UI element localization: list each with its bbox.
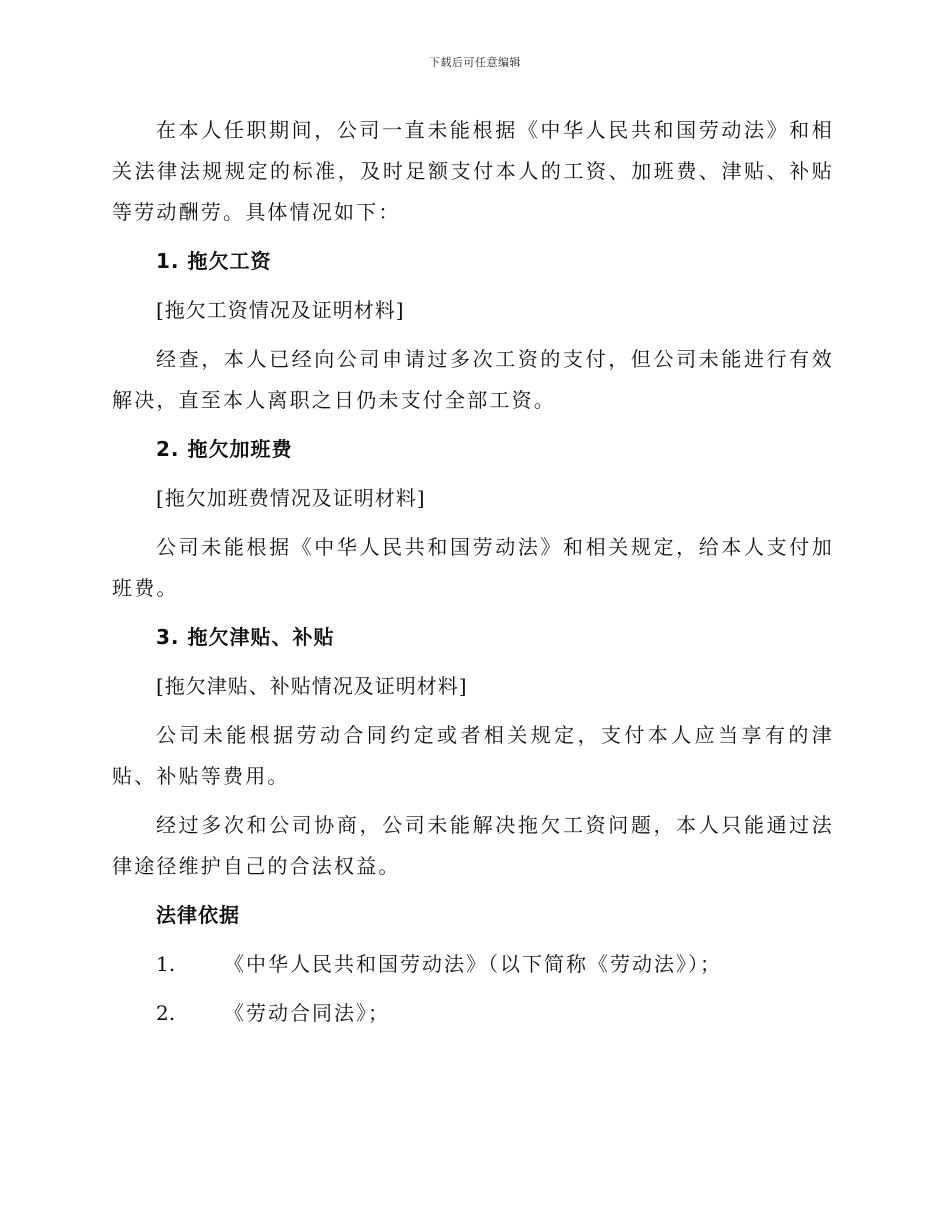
page-header: 下载后可任意编辑 xyxy=(429,56,521,69)
section-heading-unpaid-wages: 1. 拖欠工资 xyxy=(156,249,272,273)
conclusion-paragraph: 经过多次和公司协商，公司未能解决拖欠工资问题，本人只能通过法律途径维护自己的合法权益。 xyxy=(112,813,834,878)
section-text-wages: 经查，本人已经向公司申请过多次工资的支付，但公司未能进行有效解决，直至本人离职之日仍未支付全部工资。 xyxy=(112,347,834,412)
section-heading-overtime: 2. 拖欠加班费 xyxy=(156,437,293,461)
legal-basis-text: 《劳动合同法》； xyxy=(224,1001,390,1025)
legal-basis-item xyxy=(112,944,834,985)
document-body xyxy=(112,110,834,1042)
section-text-overtime: 公司未能根据《中华人民共和国劳动法》和相关规定，给本人支付加班费。 xyxy=(112,535,834,600)
legal-basis-number: 2. xyxy=(156,1001,176,1025)
legal-basis-heading: 法律依据 xyxy=(156,903,240,927)
evidence-placeholder-overtime: [拖欠加班费情况及证明材料] xyxy=(156,486,426,510)
legal-basis-item xyxy=(112,993,834,1034)
section-text-allowances: 公司未能根据劳动合同约定或者相关规定，支付本人应当享有的津贴、补贴等费用。 xyxy=(112,723,834,788)
evidence-placeholder-wages: [拖欠工资情况及证明材料] xyxy=(156,298,405,322)
legal-basis-text: 《中华人民共和国劳动法》（以下简称《劳动法》）； xyxy=(224,952,722,976)
legal-basis-number: 1. xyxy=(156,952,176,976)
evidence-placeholder-allowances: [拖欠津贴、补贴情况及证明材料] xyxy=(156,674,468,698)
intro-paragraph: 在本人任职期间，公司一直未能根据《中华人民共和国劳动法》和相关法律法规规定的标准，及时足额支付本人的工资、加班费、津贴、补贴等劳动酬劳。具体情况如下： xyxy=(112,118,834,224)
section-heading-allowances: 3. 拖欠津贴、补贴 xyxy=(156,625,335,649)
